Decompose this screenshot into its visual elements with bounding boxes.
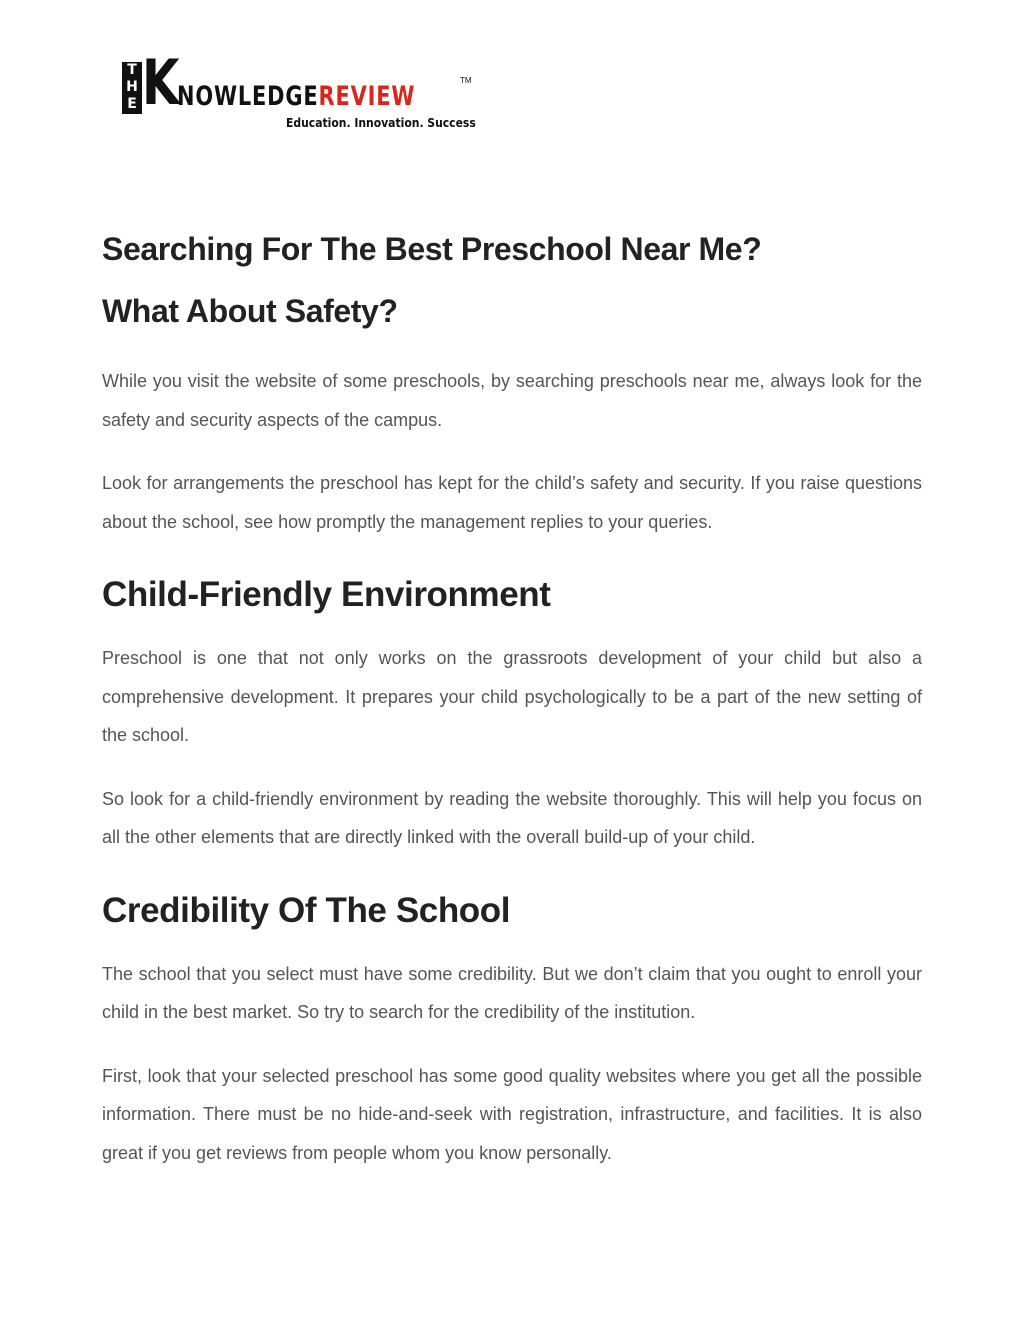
- section-heading-credibility: Credibility Of The School: [102, 890, 511, 930]
- logo-word-black: NOWLEDGE: [177, 81, 319, 112]
- logo-trademark: TM: [460, 76, 472, 85]
- article-body: [102, 218, 922, 1197]
- article-title-line-1: Searching For The Best Preschool Near Me?: [102, 231, 762, 267]
- section-heading-child-friendly: Child-Friendly Environment: [102, 575, 551, 614]
- paragraph: While you visit the website of some preschools, by searching preschools near me, always look for the safety and security aspects of the campus.: [102, 371, 922, 430]
- article-title-line-2: What About Safety?: [102, 293, 398, 329]
- logo-the-letter: T: [127, 62, 137, 78]
- logo-word-red: REVIEW: [318, 81, 416, 112]
- logo-the-block: [122, 62, 142, 114]
- article-title: [102, 218, 922, 342]
- knowledge-review-logo: [122, 46, 482, 134]
- paragraph: The school that you select must have some credibility. But we don’t claim that you ought to enroll your child in the best market. So try to search for the credibility of the institution.: [102, 963, 922, 1022]
- paragraph: So look for a child-friendly environment by reading the website thoroughly. This will help you focus on all the other elements that are directly linked with the overall build-up of your child.: [102, 788, 922, 847]
- logo-tagline: Education. Innovation. Success: [286, 116, 476, 130]
- logo-the-letter: E: [127, 96, 137, 112]
- paragraph: Look for arrangements the preschool has kept for the child’s safety and security. If you raise questions about the school, see how promptly the management replies to your queries.: [102, 473, 922, 532]
- paragraph: Preschool is one that not only works on the grassroots development of your child but also a comprehensive development. It prepares your child psychologically to be a part of the new setting of the school.: [102, 648, 922, 745]
- logo-big-k: K: [142, 46, 180, 119]
- paragraph: First, look that your selected preschool has some good quality websites where you get all the possible information. There must be no hide-and-seek with registration, infrastructure, and facilities. It is also great if you get reviews from people whom you know personally.: [102, 1065, 922, 1163]
- logo-wordmark: [177, 82, 415, 112]
- logo-the-letter: H: [126, 79, 138, 95]
